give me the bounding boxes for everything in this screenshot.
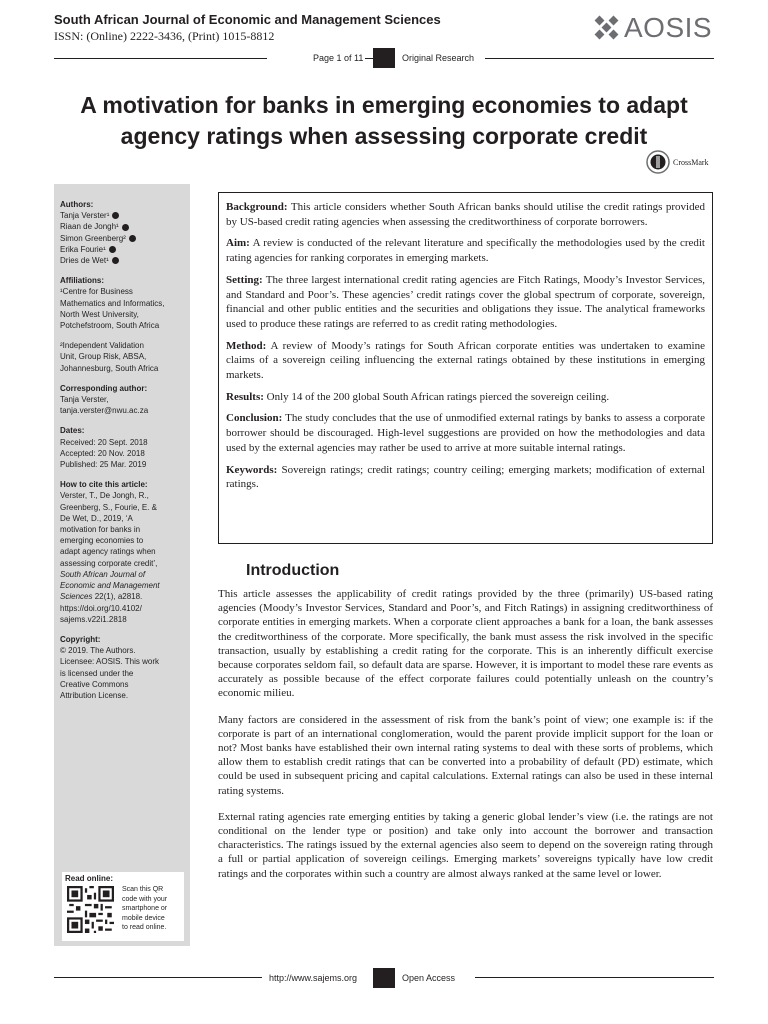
date-received: Received: 20 Sept. 2018 bbox=[60, 437, 148, 447]
orcid-icon[interactable] bbox=[129, 235, 136, 242]
footer-separator-box bbox=[373, 968, 395, 988]
citation-line: Verster, T., De Jongh, R., bbox=[60, 491, 149, 501]
authors-block bbox=[60, 199, 190, 266]
abstract-text: A review of Moody’s ratings for South African corporate entities was undertaken to examine claims of a sovereign ceiling influencing the external ratings obtained by these institutions in emerging markets. bbox=[226, 339, 705, 382]
abstract-label: Background: bbox=[226, 201, 288, 213]
read-online-box bbox=[62, 872, 184, 941]
page-number: Page 1 of 11 bbox=[267, 48, 365, 68]
journal-title: South African Journal of Economic and Management Sciences bbox=[54, 12, 441, 27]
citation-doi[interactable]: sajems.v22i1.2818 bbox=[60, 614, 127, 624]
dates-heading: Dates: bbox=[60, 426, 85, 436]
open-access-label: Open Access bbox=[395, 968, 475, 988]
copyright-line: Attribution License. bbox=[60, 690, 129, 700]
footer-url-link[interactable]: http://www.sajems.org bbox=[262, 968, 373, 988]
abstract-text: The three largest international credit rating agencies are Fitch Ratings, Moody’s Investor Services, and Standard and Poor’s. These agencies’ credit ratings cover the global spectrum of corporate, sovereign, financial and other public entities and the securities and obligations they issue. The analytical frameworks used to produce these ratings are referred to as credit rating methodologies. bbox=[226, 273, 705, 330]
read-online-line: code with your bbox=[122, 895, 168, 903]
article-type: Original Research bbox=[395, 48, 485, 68]
copyright-line: © 2019. The Authors. bbox=[60, 646, 136, 656]
title-line-1: A motivation for banks in emerging economies to adapt bbox=[80, 92, 688, 118]
copyright-line: Creative Commons bbox=[60, 679, 129, 689]
corresponding-email[interactable]: tanja.verster@nwu.ac.za bbox=[60, 406, 149, 416]
issn: ISSN: (Online) 2222-3436, (Print) 1015-8812 bbox=[54, 29, 275, 43]
abstract-label: Conclusion: bbox=[226, 412, 283, 425]
corresponding-block bbox=[60, 383, 190, 417]
abstract-label: Setting: bbox=[226, 273, 263, 286]
abstract-setting bbox=[226, 273, 705, 332]
citation-line: emerging economies to bbox=[60, 536, 144, 546]
body-paragraph: Many factors are considered in the assessment of risk from the bank’s point of view; one example is: if the corporate is part of an international conglomeration, would the parent provide implicit support for the loan or not? Most banks have established their own internal rating systems to deal with these sorts of problems, which allow them to establish credit ratings that can be converted into a probability of default (PD) estimate, which could be used in subsequent pricing and capital calculations. External ratings can also be used in these internal rating systems. bbox=[218, 713, 713, 797]
author-item bbox=[60, 221, 190, 232]
crossmark-button[interactable] bbox=[646, 150, 709, 174]
citation-journal: South African Journal of bbox=[60, 569, 146, 579]
citation-journal: Sciences bbox=[60, 592, 93, 602]
affiliation-line: Potchefstroom, South Africa bbox=[60, 321, 160, 331]
article-info-sidebar bbox=[54, 184, 190, 946]
citation-volume: 22(1), a2818. bbox=[92, 592, 143, 602]
affiliation-line: ²Independent Validation bbox=[60, 341, 144, 351]
copyright-line: is licensed under the bbox=[60, 668, 134, 678]
abstract-text: A review is conducted of the relevant literature and specifically the methodologies used by the credit rating agencies for ranking corporates in emerging markets. bbox=[226, 237, 705, 265]
date-accepted: Accepted: 20 Nov. 2018 bbox=[60, 448, 145, 458]
abstract-results bbox=[226, 390, 705, 405]
dates-block bbox=[60, 425, 190, 470]
affiliation-line: Mathematics and Informatics, bbox=[60, 298, 165, 308]
read-online-line: mobile device bbox=[122, 914, 165, 922]
author-name: Simon Greenberg² bbox=[60, 233, 126, 243]
publisher-logo bbox=[594, 13, 712, 43]
affiliation-2-block bbox=[60, 340, 190, 374]
author-item bbox=[60, 210, 190, 221]
qr-code-icon[interactable] bbox=[67, 886, 114, 933]
affiliation-line: Johannesburg, South Africa bbox=[60, 363, 159, 373]
copyright-heading: Copyright: bbox=[60, 634, 101, 644]
author-item bbox=[60, 233, 190, 244]
author-item bbox=[60, 244, 190, 255]
sidebar-content bbox=[60, 199, 190, 710]
copyright-line: Licensee: AOSIS. This work bbox=[60, 657, 160, 667]
read-online-instructions bbox=[122, 885, 182, 933]
crossmark-icon bbox=[646, 150, 670, 174]
affiliations-block bbox=[60, 275, 190, 331]
aosis-logo-icon bbox=[594, 15, 620, 41]
abstract-keywords bbox=[226, 463, 705, 492]
abstract-label: Method: bbox=[226, 339, 267, 352]
abstract-text: The study concludes that the use of unmodified external ratings by banks to assess a corporate borrower should be discouraged. High-level suggestions are provided on how the methodologies and data used by the external agencies may rather be used to arrive at more suitable internal ratings. bbox=[226, 412, 705, 454]
authors-heading: Authors: bbox=[60, 200, 94, 209]
read-online-heading: Read online: bbox=[65, 874, 114, 883]
abstract-label: Keywords: bbox=[226, 463, 278, 476]
author-name: Riaan de Jongh¹ bbox=[60, 222, 119, 232]
crossmark-label: CrossMark bbox=[673, 157, 709, 167]
citation-line: Greenberg, S., Fourie, E. & bbox=[60, 502, 157, 512]
citation-line: De Wet, D., 2019, ‘A bbox=[60, 513, 133, 523]
author-item bbox=[60, 255, 190, 266]
body-text bbox=[218, 587, 713, 893]
citation-line: assessing corporate credit’, bbox=[60, 558, 158, 568]
abstract-method bbox=[226, 339, 705, 383]
affiliations-heading: Affiliations: bbox=[60, 276, 104, 286]
read-online-line: Scan this QR bbox=[122, 886, 164, 893]
page-meta bbox=[0, 48, 768, 68]
read-online-line: to read online. bbox=[122, 924, 167, 932]
abstract-box bbox=[218, 192, 713, 544]
abstract-text: This article considers whether South African banks should utilise the credit ratings provided by US-based credit rating agencies when assessing the creditworthiness of corporate borrowers. bbox=[226, 201, 705, 228]
abstract-conclusion bbox=[226, 411, 705, 455]
read-online-line: smartphone or bbox=[122, 905, 168, 913]
abstract-background bbox=[226, 200, 705, 229]
citation-volume-line bbox=[60, 591, 190, 602]
orcid-icon[interactable] bbox=[112, 212, 119, 219]
citation-journal: Economic and Management bbox=[60, 581, 160, 591]
abstract-aim bbox=[226, 236, 705, 265]
abstract-text: Sovereign ratings; credit ratings; country ceiling; emerging markets; modification of external ratings. bbox=[226, 463, 705, 491]
citation-line: motivation for banks in bbox=[60, 525, 141, 535]
orcid-icon[interactable] bbox=[122, 224, 129, 231]
affiliation-line: North West University, bbox=[60, 309, 139, 319]
author-name: Dries de Wet¹ bbox=[60, 256, 109, 266]
date-published: Published: 25 Mar. 2019 bbox=[60, 460, 147, 470]
logo-text: AOSIS bbox=[624, 12, 713, 43]
citation-block bbox=[60, 479, 190, 625]
corresponding-name: Tanja Verster, bbox=[60, 395, 109, 405]
body-paragraph: This article assesses the applicability of credit ratings provided by the three (primarily) US-based rating agencies (Moody’s Investor Services, Standard and Poor’s, and Fitch Ratings) in assigning creditworthiness of corporate entities in emerging markets. When a corporate client approaches a bank for a loan, the bank assesses the creditworthiness of the corporate. More specifically, the bank must assess the risk involved in the specific transaction, usually by establishing a credit rating for the corporate. This is an inherently difficult exercise because corporates seldom fail, so default data are sparse. However, it is important to model these rare events as accurately as possible because of the effect corporate failures could potentially unleash on the country’s economic milieu. bbox=[218, 588, 713, 700]
author-name: Erika Fourie¹ bbox=[60, 244, 106, 254]
abstract-text: Only 14 of the 200 global South African ratings pierced the sovereign ceiling. bbox=[263, 390, 610, 403]
copyright-block bbox=[60, 634, 190, 701]
orcid-icon[interactable] bbox=[109, 246, 116, 253]
body-paragraph: External rating agencies rate emerging entities by taking a generic global lender’s view (i.e. the ratings are not conditional on the lender type or position) and take only into account the borrower and transaction characteristics. The ratings issued by the external agencies also seem to depend on the sovereign rating through a full or partial application of sovereign ceilings. Emerging markets’ sovereigns typically have low credit ratings and the corporates within such a country are almost always ranked at the same level or lower. bbox=[218, 810, 713, 880]
affiliation-line: ¹Centre for Business bbox=[60, 287, 133, 297]
citation-line: adapt agency ratings when bbox=[60, 547, 156, 557]
citation-doi[interactable]: https://doi.org/10.4102/ bbox=[60, 603, 142, 613]
article-title bbox=[40, 90, 728, 152]
affiliation-line: Unit, Group Risk, ABSA, bbox=[60, 352, 147, 362]
abstract-label: Results: bbox=[226, 390, 264, 403]
citation-heading: How to cite this article: bbox=[60, 480, 148, 490]
corresponding-heading: Corresponding author: bbox=[60, 383, 148, 393]
title-line-2: agency ratings when assessing corporate credit bbox=[120, 123, 648, 149]
orcid-icon[interactable] bbox=[112, 257, 119, 264]
abstract-label: Aim: bbox=[226, 237, 250, 250]
section-heading-introduction: Introduction bbox=[246, 562, 340, 579]
header-separator-box bbox=[373, 48, 395, 68]
author-name: Tanja Verster¹ bbox=[60, 211, 110, 221]
